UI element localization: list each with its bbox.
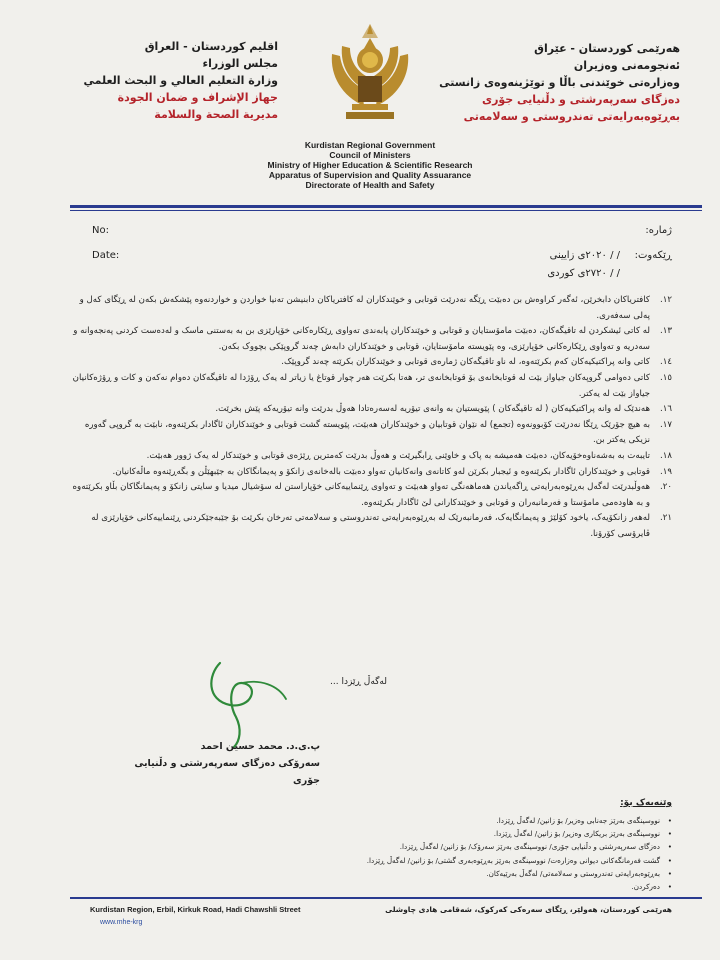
footer-address-en: Kurdistan Region, Erbil, Kirkuk Road, Hadi Chawshli Street — [90, 905, 301, 914]
paragraph-15 — [70, 371, 672, 402]
paragraph-number: ١٤. — [660, 357, 672, 368]
paragraph-19 — [70, 465, 672, 481]
number-label: No: — [92, 225, 109, 236]
paragraph-number: ١٥. — [660, 372, 672, 383]
paragraph-text: کاتی دەوامی گروپەکان جیاواز بێت لە قوتابخانەی بۆ قوتابخانەی تر، هەتا بکرێت هەر چوار قوتاغ یا زیاتر لە یەک ڕۆژدا لە تاقیگەکان دەوام نەکەن و کات و ڕۆژەکانیان جیاواز بێت لە یەکتر. — [72, 372, 650, 399]
header-line: جهاز الإشراف و ضمان الجودة — [117, 91, 278, 104]
cc-list — [272, 814, 672, 893]
paragraph-21 — [70, 511, 672, 542]
header-divider-thin — [70, 210, 702, 211]
paragraph-number: ١٧. — [660, 419, 672, 430]
paragraph-text: قوتابی و خوێندکاران ئاگادار بکرێنەوە و ئیجبار بکرێن لەو کاتانەی وانەکانیان تەواو دەبێت بالەخانەی زانکۆ و پەیمانگاکان بە جێبهێڵن و بگەڕێنەوە ماڵەکانیان. — [112, 466, 650, 477]
closing-greeting: لەگەڵ ڕێزدا ... — [330, 677, 387, 687]
paragraph-number: ١٢. — [660, 295, 672, 305]
header-line: وەزارەتی خوێندنی باڵا و توێژینەوەی زانستی — [439, 76, 680, 89]
paragraph-number: ١٨. — [660, 450, 672, 461]
paragraph-number: ١٣. — [660, 326, 672, 337]
header-line: وزارة التعليم العالي و البحث العلمي — [83, 74, 278, 87]
footer-address-ku: هەرێمی کوردستان، هەولێر، ڕێگای سەرەکی کەرکوک، شەقامی هادی چاوشلی — [385, 905, 672, 914]
cc-item: • بەڕێوەبەرایەتی تەندروستی و سەلامەتی/ لەگەڵ بەرێیەکان. — [272, 867, 672, 880]
header-line: مديرية الصحة والسلامة — [154, 108, 278, 121]
header-line: Kurdistan Regional Government — [304, 140, 436, 150]
cc-item: • گشت فەرمانگەکانی دیوانی وەزارەت/ نووسینگەی بەرێز بەڕێوەبەری گشتی/ بۆ زانین/ لەگەڵ ڕێزدا. — [272, 854, 672, 867]
header-line: Ministry of Higher Education & Scientific Research — [267, 160, 473, 170]
footer-divider — [70, 897, 702, 899]
paragraph-text: هەوڵبدرێت لەگەل بەڕێوەبەرایەتی ڕاگەیاندن هەماهەنگی تەواو هەبێت و تەواوی ڕێنماییەکانی خۆپاراستن لە سۆشیال میدیا و سایتی زانکۆ و پەیمانگاکان بڵاو بکرێتەوە و بە هاودەمی مامۆستا و فەرمانبەران و قوتابی و خوێندکارانی لێ ئاگادار بکرێنەوە. — [72, 482, 650, 508]
header-line: دەزگای سەرپەرشتی و دڵنیایی جۆری — [481, 93, 680, 106]
cc-item: • دەرکردن. — [272, 880, 672, 893]
header-line: ئەنجومەنی وەزیران — [573, 59, 680, 72]
paragraph-number: ٢١. — [660, 513, 672, 524]
header-line: Directorate of Health and Safety — [305, 180, 435, 190]
paragraph-12 — [70, 293, 672, 324]
date-label-ku: ڕێکەوت: — [634, 250, 672, 261]
header-line: Apparatus of Supervision and Quality Assuarance — [268, 170, 472, 180]
header-line: اقليم كوردستان - العراق — [144, 40, 278, 53]
paragraph-text: کافتریاکان دابخرێن، ئەگەر کراوەش بن دەبێت ڕێگە نەدرێت قوتابی و خوێندکاران لە کافتریاکان دابنیشن تەنیا خواردن و خواردنەوە پێشکەش بکەن لە ڕێگای کەل و پەلی سەفەری. — [79, 295, 650, 321]
paragraph-text: تایبەت بە بەشەناوەخۆیەکان، دەبێت هەمیشە بە پاک و خاوێنی ڕابگیرێت و هەوڵ بدرێت کەمترین ڕێژەی قوتابی و خوێندکار لە یەک ژوور هەبێت. — [146, 450, 650, 461]
kurdish-header — [439, 40, 680, 125]
footer-website-link[interactable]: www.mhe-krg — [100, 919, 143, 926]
english-header — [240, 140, 500, 190]
signatory-block — [130, 738, 320, 789]
sun-eagle-emblem-icon — [322, 18, 418, 130]
paragraph-20 — [70, 480, 672, 511]
arabic-header — [78, 38, 278, 123]
paragraph-18 — [70, 449, 672, 465]
paragraph-number: ٢٠. — [660, 482, 672, 493]
paragraph-16 — [70, 402, 672, 418]
cc-title: وێنەیەک بۆ: — [620, 798, 672, 808]
paragraph-text: لە کاتی ئیشکردن لە تاقیگەکان، دەبێت مامۆستایان و قوتابی و خوێندکاران پابەندی تەواوی ڕێکارەکانی خۆپارێزی بن بە بەستنی ماسک و لەدەست کردنی پەنجەوانە و سەدریە و تەواوی ڕێکارەکانی خۆپارێزی، وە پێویستە مامۆستایان، قوتابی و خوێندکاران دابەش چەند گروپێکی بچووک بکەن. — [73, 326, 650, 352]
paragraph-number: ١٩. — [660, 466, 672, 477]
signatory-name: پ.ی.د. محمد حسين احمد — [200, 741, 320, 752]
header-line: هەرێمی کوردستان - عێراق — [534, 42, 680, 55]
paragraph-number: ١٦. — [660, 404, 672, 415]
paragraph-text: لەهەر زانکۆیەک، یاخود کۆلێژ و پەیمانگایەک، فەرمانبەرێک لە بەڕێوەبەرایەتی تەندروستی و سەلامەتی تەرخان بکرێت بۆ جێبەجێکردنی ڕێنماییەکانی خۆپارێزی لە ڤایرۆسی کۆرۆنا. — [91, 513, 650, 539]
paragraph-text: کاتی وانە پراکتیکیەکان کەم بکرێتەوە، لە ناو تاقیگەکان ژمارەی قوتابی و خوێندکاران بکرێتە چەند گروپێک. — [281, 357, 650, 368]
date-gregorian: / / ٢٠٢٠ی زایینی — [549, 250, 620, 261]
paragraph-13 — [70, 324, 672, 355]
paragraph-17 — [70, 418, 672, 449]
header-line: Council of Ministers — [329, 150, 411, 160]
header-line: بەڕێوەبەرایەتی تەندروستی و سەلامەتی — [463, 110, 680, 123]
signatory-title: سەرۆکی دەزگای سەرپەرشتی و دڵنیایی جۆری — [134, 758, 320, 786]
cc-item: • دەزگای سەرپەرشتی و دڵنیایی جۆری/ نووسینگەی بەرێز سەرۆک/ بۆ زانین/ لەگەڵ ڕێزدا. — [272, 840, 672, 853]
header-line: مجلس الوزراء — [202, 57, 278, 70]
paragraph-text: هەندێک لە وانە پراکتیکیەکان ( لە تاقیگەکان ) پێویستیان بە وانەی تیۆریە لەسەرەتادا هەوڵ بدرێت وانە تیۆریەکە پێش بخرێت. — [215, 404, 650, 415]
paragraph-14 — [70, 355, 672, 371]
cc-item: • نووسینگەی بەرێز بریکاری وەزیر/ بۆ زانین/ لەگەڵ ڕێزدا. — [272, 827, 672, 840]
instructions-list — [70, 293, 672, 543]
cc-item: • نووسینگەی بەرێز جەنابی وەزیر/ بۆ زانین/ لەگەڵ ڕێزدا. — [272, 814, 672, 827]
date-label: Date: — [92, 250, 120, 261]
paragraph-text: بە هیچ جۆرێک ڕێگا نەدرێت کۆبوونەوە (تجمع) لە نێوان قوتابیان و خوێندکاران هەبێت، پێویستە گشت قوتابی و خوێندکاران ئاگادار بکرێنەوە، نابێت بە گروپی گەورە نزیکی یەکتر بن. — [84, 419, 650, 446]
number-label-ku: ژمارە: — [645, 225, 672, 236]
handwritten-signature-icon — [190, 655, 310, 750]
date-kurdish: / / ٢٧٢٠ی کوردی — [547, 268, 620, 279]
header-divider — [70, 205, 702, 208]
